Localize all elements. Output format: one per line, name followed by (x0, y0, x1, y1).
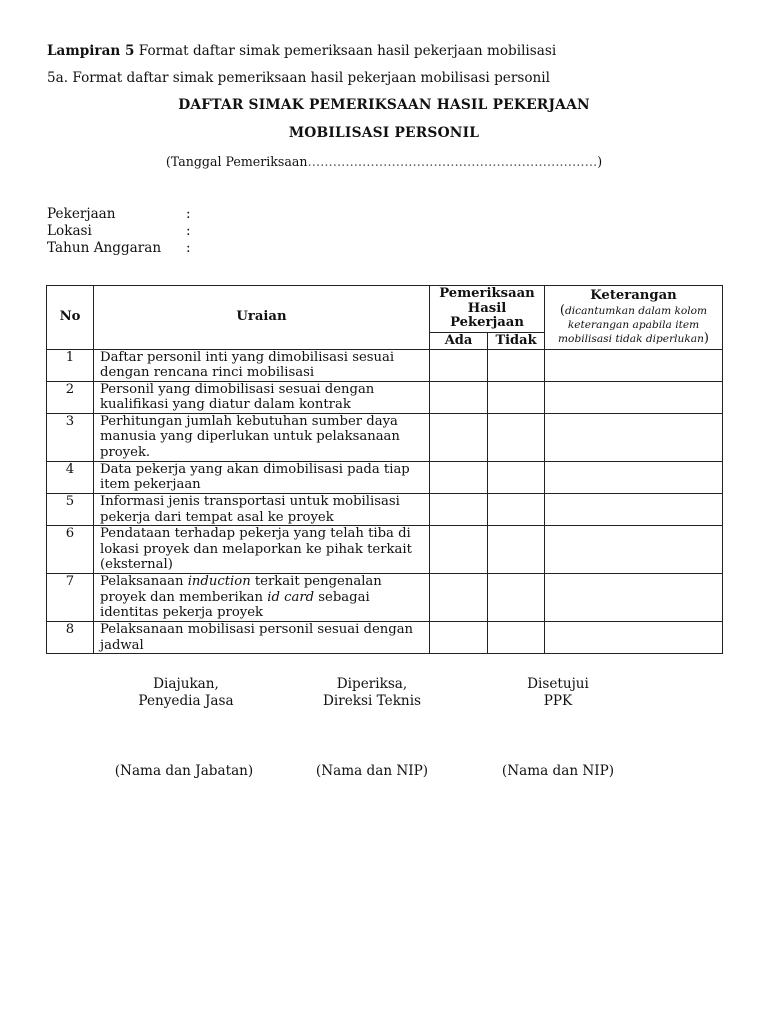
cell-ada[interactable] (430, 413, 488, 461)
desc-italic-id-card: id card (267, 589, 315, 605)
header-no: No (47, 286, 94, 350)
cell-tidak[interactable] (488, 413, 545, 461)
table-row (47, 526, 723, 574)
header-pemeriksaan: Pemeriksaan Hasil Pekerjaan (430, 286, 545, 333)
signature-role: Disetujui (527, 676, 589, 692)
field-label-tahun-anggaran: Tahun Anggaran (47, 240, 162, 256)
cell-ada[interactable] (430, 349, 488, 381)
row-description: Pelaksanaan mobilisasi personil sesuai dengan jadwal (94, 622, 430, 654)
keterangan-note (549, 304, 718, 346)
header-uraian: Uraian (94, 286, 430, 350)
row-description: Pendataan terhadap pekerja yang telah tiba di lokasi proyek dan melaporkan ke pihak terkait (eksternal) (94, 526, 430, 574)
date-prefix: (Tanggal Pemeriksaan (165, 154, 308, 169)
lampiran-line (47, 43, 556, 60)
signature-org: Direksi Teknis (322, 693, 422, 709)
cell-keterangan[interactable] (545, 413, 723, 461)
header-tidak: Tidak (488, 332, 545, 349)
note-text: dicantumkan dalam kolom keterangan apabila item mobilisasi tidak diperlukan (558, 305, 708, 346)
field-colon-tahun-anggaran: : (186, 240, 191, 256)
row-number: 4 (47, 461, 94, 493)
cell-keterangan[interactable] (545, 381, 723, 413)
lampiran-label: Lampiran 5 (47, 43, 135, 59)
field-label-pekerjaan: Pekerjaan (47, 206, 116, 222)
table-row (47, 413, 723, 461)
table-row (47, 622, 723, 654)
signature-org: Penyedia Jasa (138, 693, 234, 709)
row-number: 2 (47, 381, 94, 413)
signature-block-direksi (292, 676, 452, 710)
row-number: 5 (47, 494, 94, 526)
table-row (47, 461, 723, 493)
date-suffix: ) (597, 154, 603, 169)
row-number: 6 (47, 526, 94, 574)
inspection-date-line (0, 153, 768, 170)
signature-role: Diajukan, (153, 676, 219, 692)
row-description (94, 574, 430, 622)
date-dots: …………………………………………………………… (307, 154, 598, 169)
field-colon-pekerjaan: : (186, 206, 191, 222)
signature-role: Diperiksa, (336, 676, 408, 692)
document-title-line2: MOBILISASI PERSONIL (288, 125, 480, 141)
table-row (47, 349, 723, 381)
table-row (47, 574, 723, 622)
cell-keterangan[interactable] (545, 461, 723, 493)
document-title-line1: DAFTAR SIMAK PEMERIKSAAN HASIL PEKERJAAN (178, 97, 590, 113)
header-ada: Ada (430, 332, 488, 349)
cell-keterangan[interactable] (545, 526, 723, 574)
cell-ada[interactable] (430, 381, 488, 413)
keterangan-title: Keterangan (590, 288, 677, 304)
row-number: 1 (47, 349, 94, 381)
desc-part: terkait pengenalan proyek dan memberikan (100, 574, 382, 605)
desc-part: Pelaksanaan (100, 574, 188, 590)
cell-keterangan[interactable] (545, 349, 723, 381)
signature-name-direksi: (Nama dan NIP) (315, 763, 429, 779)
note-open-paren: ( (559, 303, 565, 319)
cell-keterangan[interactable] (545, 574, 723, 622)
desc-italic-induction: induction (187, 574, 251, 590)
row-number: 7 (47, 574, 94, 622)
cell-ada[interactable] (430, 622, 488, 654)
field-label-lokasi: Lokasi (47, 223, 92, 239)
checklist-table (46, 285, 723, 654)
signature-name-ppk: (Nama dan NIP) (501, 763, 615, 779)
cell-ada[interactable] (430, 526, 488, 574)
cell-keterangan[interactable] (545, 494, 723, 526)
table-row (47, 381, 723, 413)
document-subtitle: 5a. Format daftar simak pemeriksaan hasil pekerjaan mobilisasi personil (47, 70, 550, 86)
header-keterangan (545, 286, 723, 350)
cell-tidak[interactable] (488, 494, 545, 526)
signature-name-penyedia: (Nama dan Jabatan) (114, 763, 254, 779)
row-number: 3 (47, 413, 94, 461)
field-colon-lokasi: : (186, 223, 191, 239)
table-row (47, 494, 723, 526)
cell-tidak[interactable] (488, 349, 545, 381)
row-description: Daftar personil inti yang dimobilisasi sesuai dengan rencana rinci mobilisasi (94, 349, 430, 381)
cell-tidak[interactable] (488, 526, 545, 574)
cell-ada[interactable] (430, 461, 488, 493)
cell-ada[interactable] (430, 574, 488, 622)
cell-tidak[interactable] (488, 622, 545, 654)
signature-org: PPK (543, 693, 573, 709)
row-description: Perhitungan jumlah kebutuhan sumber daya manusia yang diperlukan untuk pelaksanaan proyek. (94, 413, 430, 461)
cell-ada[interactable] (430, 494, 488, 526)
signature-block-penyedia (106, 676, 266, 710)
cell-tidak[interactable] (488, 461, 545, 493)
row-description: Personil yang dimobilisasi sesuai dengan kualifikasi yang diatur dalam kontrak (94, 381, 430, 413)
row-description: Data pekerja yang akan dimobilisasi pada tiap item pekerjaan (94, 461, 430, 493)
row-description: Informasi jenis transportasi untuk mobilisasi pekerja dari tempat asal ke proyek (94, 494, 430, 526)
row-number: 8 (47, 622, 94, 654)
cell-tidak[interactable] (488, 574, 545, 622)
lampiran-text: Format daftar simak pemeriksaan hasil pekerjaan mobilisasi (134, 43, 557, 59)
note-close-paren: ) (703, 331, 709, 347)
signature-block-ppk (478, 676, 638, 710)
cell-tidak[interactable] (488, 381, 545, 413)
cell-keterangan[interactable] (545, 622, 723, 654)
desc-part: sebagai identitas pekerja proyek (100, 589, 370, 621)
